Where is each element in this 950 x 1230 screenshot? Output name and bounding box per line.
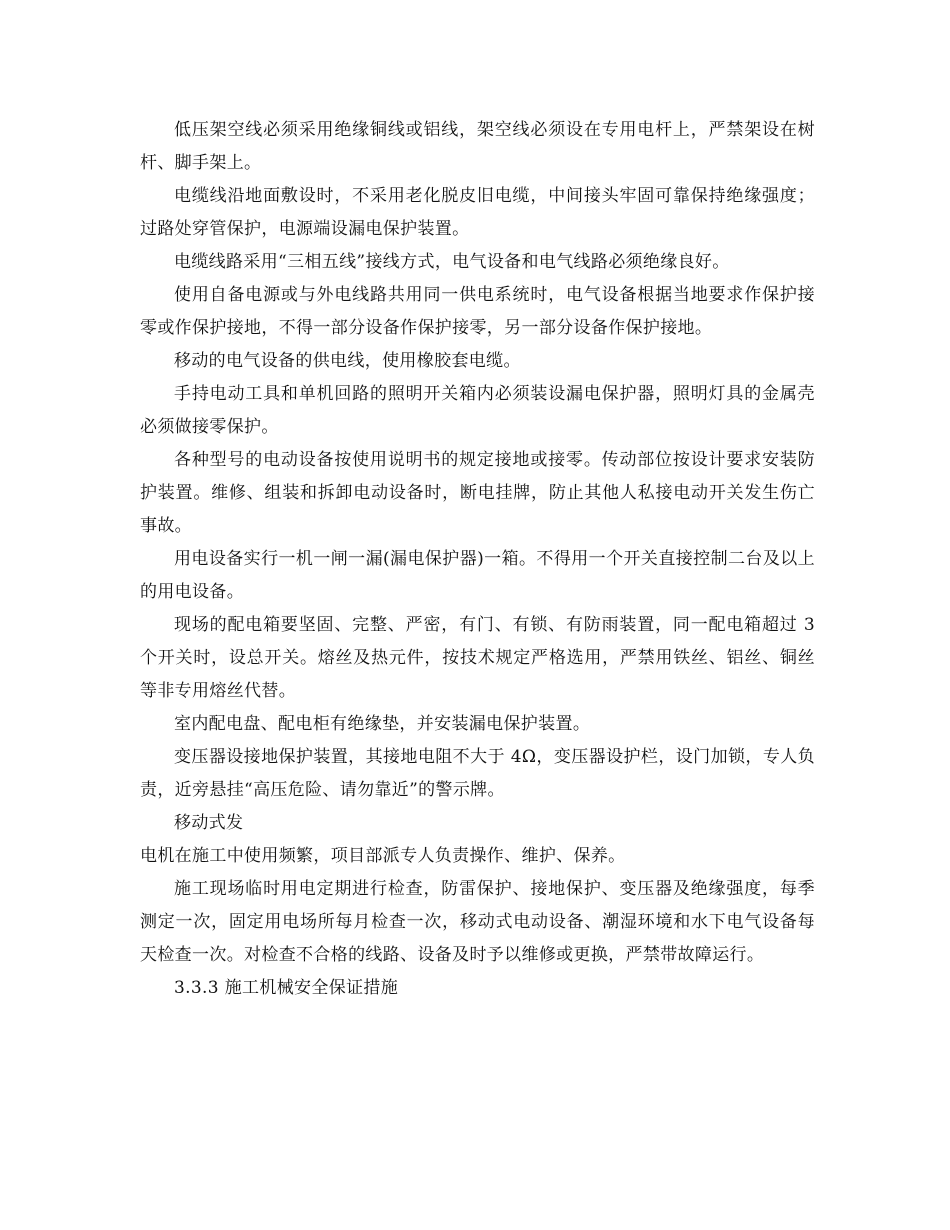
- document-body: [140, 114, 815, 1005]
- paragraph-transformer: 变压器设接地保护装置，其接地电阻不大于 4Ω，变压器设护栏，设门加锁，专人负责，近旁悬挂“高压危险、请勿靠近”的警示牌。: [140, 747, 815, 800]
- paragraph-one-machine-one-switch: 用电设备实行一机一闸一漏(漏电保护器)一箱。不得用一个开关直接控制二台及以上的用电设备。: [140, 549, 815, 602]
- paragraph-inspection: 施工现场临时用电定期进行检查，防雷保护、接地保护、变压器及绝缘强度，每季测定一次，固定用电场所每月检查一次，移动式电动设备、潮湿环境和水下电气设备每天检查一次。对检查不合格的线路、设备及时予以维修或更换，严禁带故障运行。: [140, 879, 815, 965]
- paragraph-grounding-zeroing: 使用自备电源或与外电线路共用同一供电系统时，电气设备根据当地要求作保护接零或作保护接地，不得一部分设备作保护接零，另一部分设备作保护接地。: [140, 285, 815, 338]
- paragraph-electric-equipment: 各种型号的电动设备按使用说明书的规定接地或接零。传动部位按设计要求安装防护装置。维修、组装和拆卸电动设备时，断电挂牌，防止其他人私接电动开关发生伤亡事故。: [140, 450, 815, 536]
- paragraph-ground-cables: 电缆线沿地面敷设时，不采用老化脱皮旧电缆，中间接头牢固可靠保持绝缘强度；过路处穿管保护，电源端设漏电保护装置。: [140, 186, 815, 239]
- paragraph-distribution-box: 现场的配电箱要坚固、完整、严密，有门、有锁、有防雨装置，同一配电箱超过 3 个开关时，设总开关。熔丝及热元件，按技术规定严格选用，严禁用铁丝、铝丝、铜丝等非专用熔丝代替。: [140, 615, 815, 701]
- paragraph-handheld-tools: 手持电动工具和单机回路的照明开关箱内必须装设漏电保护器，照明灯具的金属壳必须做接零保护。: [140, 384, 815, 437]
- paragraph-three-phase-five-wire: 电缆线路采用“三相五线”接线方式，电气设备和电气线路必须绝缘良好。: [174, 252, 730, 272]
- paragraph-overhead-lines: 低压架空线必须采用绝缘铜线或铝线，架空线必须设在专用电杆上，严禁架设在树杆、脚手架上。: [140, 120, 815, 173]
- paragraph-rubber-cable: 移动的电气设备的供电线，使用橡胶套电缆。: [174, 351, 521, 371]
- section-heading: 3.3.3 施工机械安全保证措施: [174, 978, 399, 998]
- paragraph-mobile-generator-cont: 电机在施工中使用频繁，项目部派专人负责操作、维护、保养。: [140, 846, 626, 866]
- paragraph-mobile-generator-start: 移动式发: [174, 813, 244, 833]
- paragraph-indoor-panel: 室内配电盘、配电柜有绝缘垫，并安装漏电保护装置。: [174, 714, 591, 734]
